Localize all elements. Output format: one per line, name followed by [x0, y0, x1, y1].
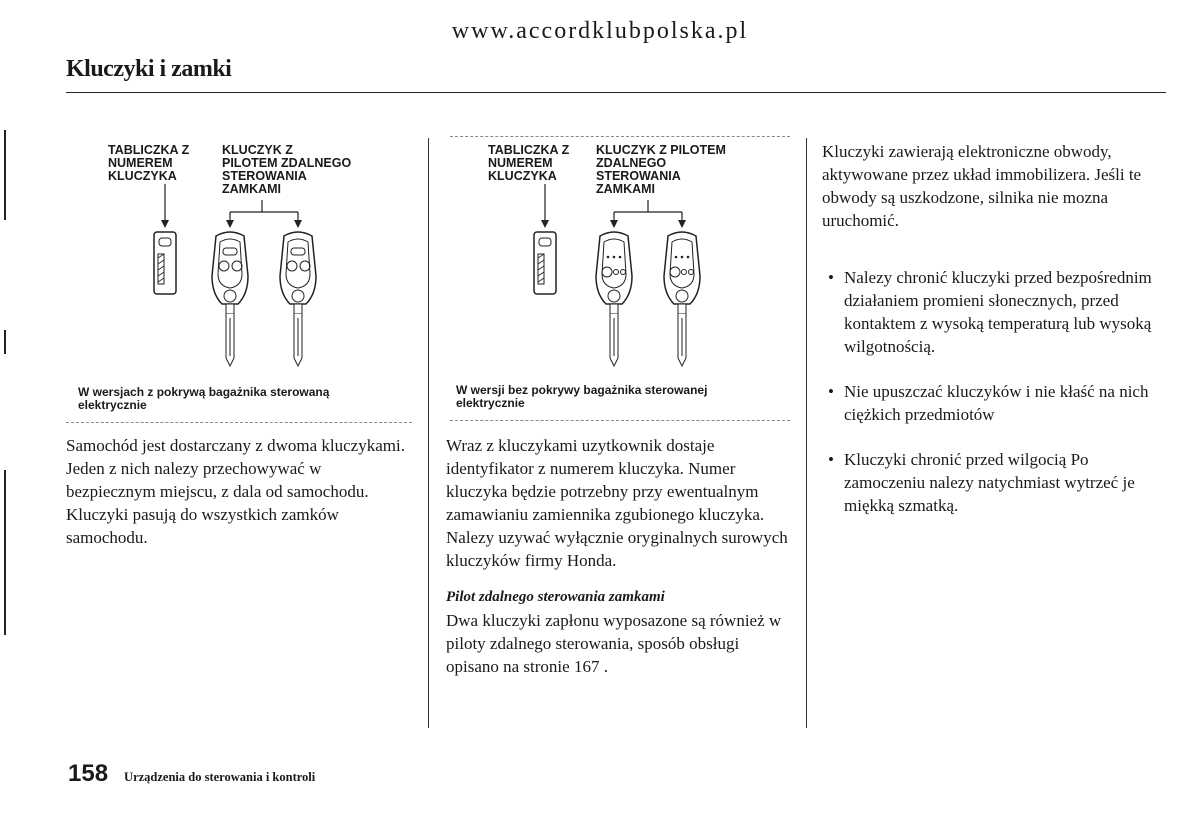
paragraph: Wraz z kluczykami uzytkownik dostaje identyfikator z numerem kluczyka. Numer kluczyka będzie potrzebny przy ewentualnym zamawianiu zamiennika zgubionego kluczyka. Nalezy uzywać wyłącznie oryginalnych surowych kluczyków firmy Honda.: [446, 436, 788, 570]
scan-edge-mark: [4, 130, 6, 220]
page-footer: [68, 760, 315, 788]
subheading: Pilot zdalnego sterowania zamkami: [446, 589, 665, 605]
section-title: Kluczyki i zamki: [66, 56, 232, 82]
key-figure-middle: [440, 136, 796, 426]
list-item: • Kluczyki chronić przed wilgocią Po zamoczeniu nalezy natychmiast wytrzeć je miękką szmatką.: [828, 450, 1135, 515]
header-rule: [66, 92, 1166, 93]
bullet-icon: •: [828, 382, 834, 401]
website-url: www.accordklubpolska.pl: [451, 18, 749, 44]
paragraph: Kluczyki pasują do wszystkich zamków samochodu.: [66, 505, 339, 547]
figure-caption: W wersji bez pokrywy bagażnika sterowanej elektrycznie: [456, 383, 708, 410]
figure-caption: W wersjach z pokrywą bagażnika sterowaną elektrycznie: [78, 385, 330, 412]
column-divider: [428, 138, 429, 728]
key-figure-left: [66, 136, 418, 426]
paragraph: Samochód jest dostarczany z dwoma kluczykami. Jeden z nich nalezy przechowywać w bezpiecznym miejscu, z dala od samochodu.: [66, 436, 405, 501]
bullet-icon: •: [828, 450, 834, 469]
list-item: • Nalezy chronić kluczyki przed bezpośrednim działaniem promieni słonecznych, przed kontaktem z wysoką temperaturą lub wysoką wilgotnością.: [828, 268, 1152, 356]
page-number: 158: [68, 760, 109, 787]
key-tag-callout: TABLICZKA Z NUMEREM KLUCZYKA: [108, 143, 190, 183]
figure-border: [450, 420, 790, 421]
bullet-list: [822, 266, 1162, 517]
column-divider: [806, 138, 807, 728]
scan-edge-mark: [4, 330, 6, 354]
column-2-text: [446, 434, 794, 678]
footer-section-label: Urządzenia do sterowania i kontroli: [124, 770, 316, 784]
scan-edge-mark: [4, 470, 6, 635]
figure-border: [66, 422, 412, 423]
bullet-icon: •: [828, 268, 834, 287]
column-1-text: [66, 434, 412, 549]
column-3-text: [822, 140, 1162, 539]
keys-illustration: [66, 136, 418, 426]
remote-key-callout: KLUCZYK Z PILOTEM ZDALNEGO STEROWANIA ZAMKAMI: [596, 143, 726, 196]
paragraph: Dwa kluczyki zapłonu wyposazone są również w piloty zdalnego sterowania, sposób obsługi opisano na stronie 167 .: [446, 611, 782, 676]
paragraph: Kluczyki zawierają elektroniczne obwody, aktywowane przez układ immobilizera. Jeśli te obwody są uszkodzone, silnika nie mozna uruchomić.: [822, 142, 1142, 230]
remote-key-callout: KLUCZYK Z PILOTEM ZDALNEGO STEROWANIA ZAMKAMI: [222, 143, 352, 196]
list-item: • Nie upuszczać kluczyków i nie kłaść na nich ciężkich przedmiotów: [828, 382, 1149, 424]
key-tag-callout: TABLICZKA Z NUMEREM KLUCZYKA: [488, 143, 570, 183]
